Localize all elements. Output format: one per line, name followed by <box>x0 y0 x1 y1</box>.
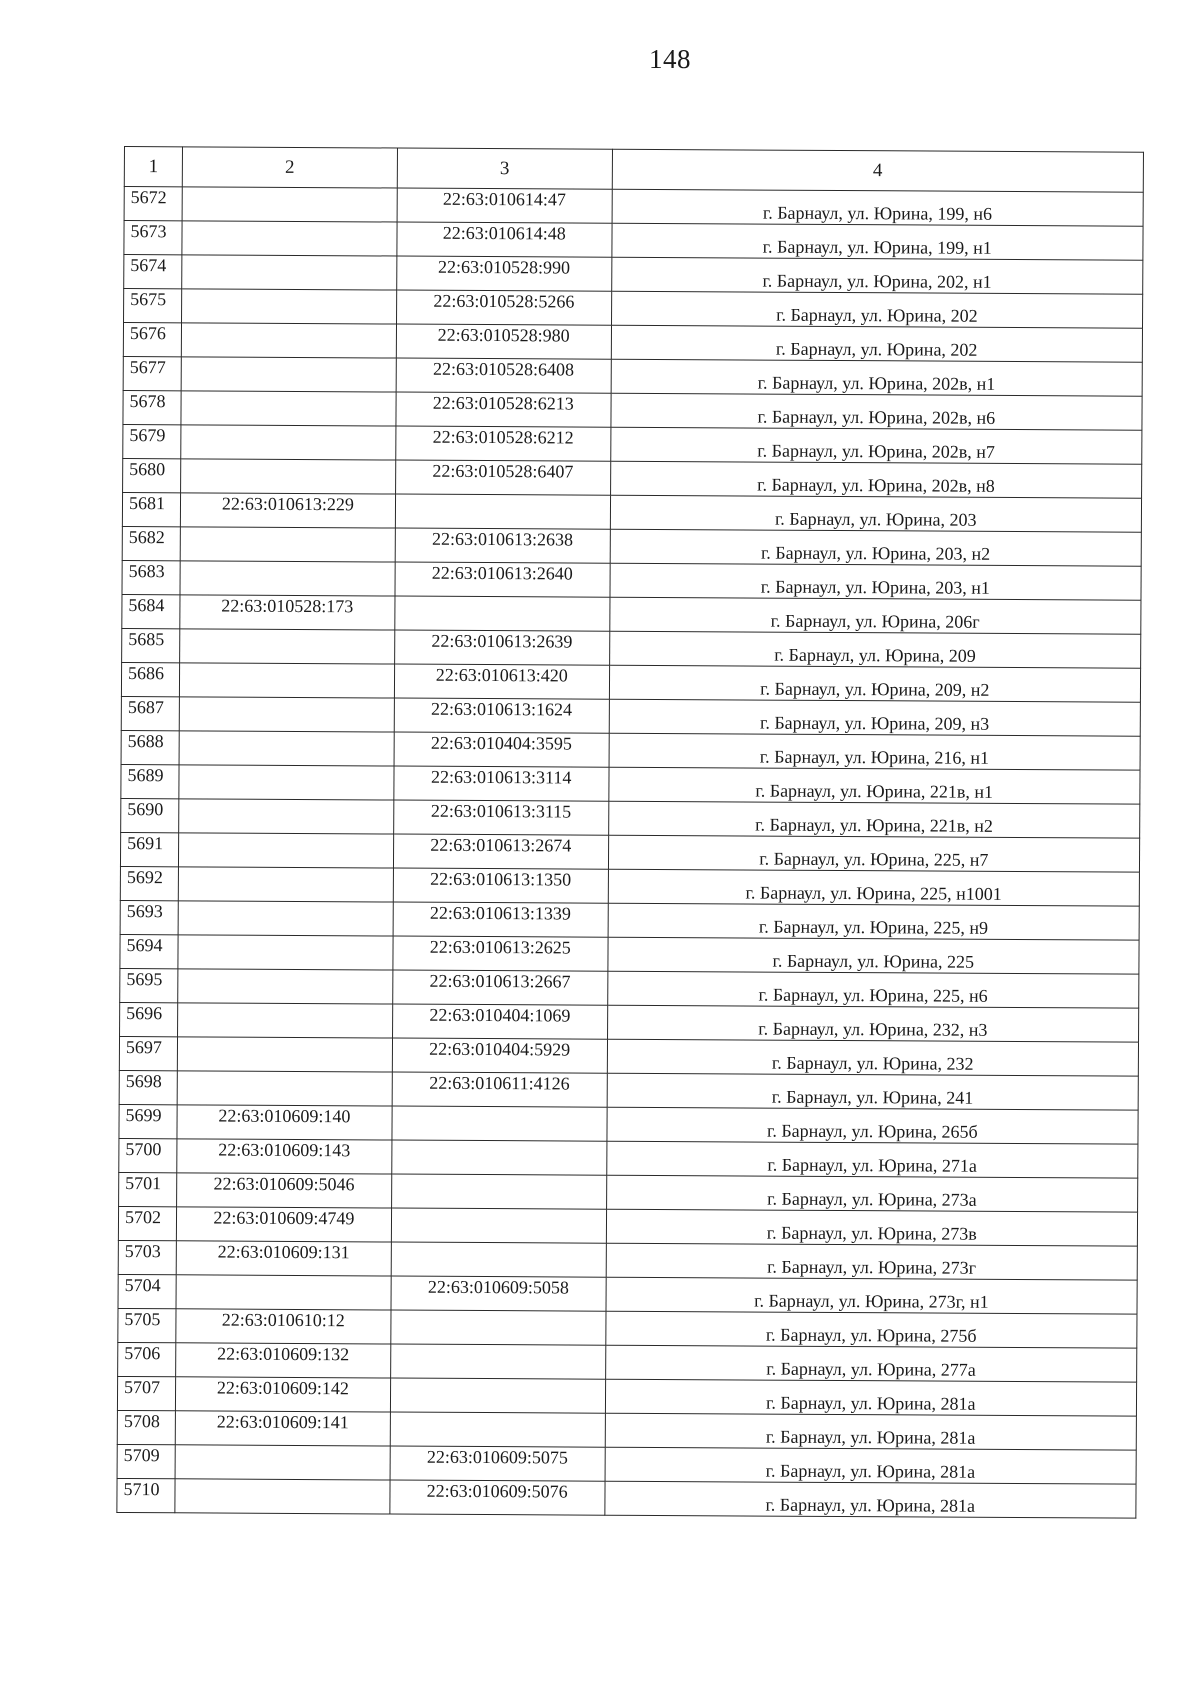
address-cell: г. Барнаул, ул. Юрина, 225 <box>608 937 1140 974</box>
address-cell: г. Барнаул, ул. Юрина, 202 <box>611 291 1143 328</box>
address-cell: г. Барнаул, ул. Юрина, 277а <box>605 1345 1137 1382</box>
cadastral-number-col2-cell: 22:63:010610:12 <box>176 1309 391 1344</box>
cadastral-number-col3-cell: 22:63:010613:3114 <box>394 766 609 801</box>
cadastral-number-col2-cell <box>180 527 395 562</box>
column-header-4: 4 <box>612 149 1144 192</box>
row-number-cell: 5682 <box>122 526 180 560</box>
table-row <box>122 492 1141 532</box>
address-cell: г. Барнаул, ул. Юрина, 275б <box>605 1311 1137 1348</box>
table-row <box>120 1002 1139 1042</box>
row-number-cell: 5696 <box>120 1002 178 1036</box>
cadastral-number-col2-cell <box>179 663 394 698</box>
row-number-cell: 5700 <box>119 1138 177 1172</box>
row-number-cell: 5701 <box>119 1172 177 1206</box>
cadastral-number-col2-cell <box>175 1445 390 1480</box>
address-cell: г. Барнаул, ул. Юрина, 281а <box>605 1481 1137 1518</box>
row-number-cell: 5693 <box>120 900 178 934</box>
address-cell: г. Барнаул, ул. Юрина, 265б <box>607 1107 1139 1144</box>
row-number-cell: 5674 <box>124 255 182 289</box>
cadastral-number-col2-cell <box>182 221 397 256</box>
cadastral-number-col3-cell: 22:63:010613:2667 <box>393 970 608 1005</box>
row-number-cell: 5678 <box>123 390 181 424</box>
row-number-cell: 5679 <box>123 424 181 458</box>
table-row <box>124 187 1143 227</box>
registry-table <box>116 146 1144 1519</box>
cadastral-number-col2-cell <box>178 969 393 1004</box>
table-row <box>124 221 1143 261</box>
cadastral-number-col3-cell <box>390 1378 605 1413</box>
cadastral-number-col3-cell <box>391 1174 606 1209</box>
address-cell: г. Барнаул, ул. Юрина, 273г <box>606 1243 1138 1280</box>
row-number-cell: 5684 <box>122 594 180 628</box>
address-cell: г. Барнаул, ул. Юрина, 271а <box>606 1141 1138 1178</box>
cadastral-number-col3-cell: 22:63:010613:420 <box>394 664 609 699</box>
cadastral-number-col2-cell <box>177 1037 392 1072</box>
address-cell: г. Барнаул, ул. Юрина, 221в, н1 <box>609 767 1141 804</box>
address-cell: г. Барнаул, ул. Юрина, 202 <box>611 325 1143 362</box>
cadastral-number-col2-cell <box>179 765 394 800</box>
address-cell: г. Барнаул, ул. Юрина, 199, н1 <box>612 223 1144 260</box>
cadastral-number-col3-cell <box>391 1242 606 1277</box>
table-row <box>122 628 1141 668</box>
table-row <box>119 1036 1138 1076</box>
address-cell: г. Барнаул, ул. Юрина, 203 <box>610 495 1142 532</box>
table-row <box>123 323 1142 363</box>
cadastral-number-col2-cell: 22:63:010609:142 <box>175 1377 390 1412</box>
cadastral-number-col3-cell: 22:63:010613:1339 <box>393 902 608 937</box>
cadastral-number-col2-cell <box>182 187 397 222</box>
table-row <box>120 900 1139 940</box>
cadastral-number-col2-cell <box>181 323 396 358</box>
row-number-cell: 5709 <box>117 1444 175 1478</box>
table-row <box>122 594 1141 634</box>
cadastral-number-col2-cell <box>181 459 396 494</box>
address-cell: г. Барнаул, ул. Юрина, 202в, н7 <box>610 427 1142 464</box>
table-row <box>120 968 1139 1008</box>
cadastral-number-col3-cell: 22:63:010613:1624 <box>394 698 609 733</box>
cadastral-number-col2-cell <box>175 1479 390 1514</box>
table-row <box>123 424 1142 464</box>
table-row <box>122 526 1141 566</box>
address-cell: г. Барнаул, ул. Юрина, 281а <box>605 1379 1137 1416</box>
row-number-cell: 5702 <box>118 1206 176 1240</box>
cadastral-number-col2-cell: 22:63:010609:132 <box>176 1343 391 1378</box>
address-cell: г. Барнаул, ул. Юрина, 203, н1 <box>610 563 1142 600</box>
cadastral-number-col3-cell: 22:63:010528:990 <box>397 256 612 291</box>
cadastral-number-col2-cell <box>180 629 395 664</box>
row-number-cell: 5703 <box>118 1240 176 1274</box>
cadastral-number-col3-cell: 22:63:010528:6407 <box>395 460 610 495</box>
cadastral-number-col3-cell: 22:63:010613:2674 <box>393 834 608 869</box>
address-cell: г. Барнаул, ул. Юрина, 209 <box>609 631 1141 668</box>
address-cell: г. Барнаул, ул. Юрина, 281а <box>605 1447 1137 1484</box>
table-row <box>118 1240 1137 1280</box>
row-number-cell: 5686 <box>121 662 179 696</box>
cadastral-number-col3-cell <box>392 1140 607 1175</box>
address-cell: г. Барнаул, ул. Юрина, 232 <box>607 1039 1139 1076</box>
cadastral-number-col2-cell: 22:63:010609:4749 <box>176 1207 391 1242</box>
cadastral-number-col3-cell <box>391 1208 606 1243</box>
address-cell: г. Барнаул, ул. Юрина, 206г <box>609 597 1141 634</box>
table-row <box>121 764 1140 804</box>
address-cell: г. Барнаул, ул. Юрина, 225, н7 <box>608 835 1140 872</box>
cadastral-number-col2-cell: 22:63:010609:5046 <box>177 1173 392 1208</box>
cadastral-number-col2-cell: 22:63:010609:131 <box>176 1241 391 1276</box>
address-cell: г. Барнаул, ул. Юрина, 199, н6 <box>612 189 1144 226</box>
address-cell: г. Барнаул, ул. Юрина, 273в <box>606 1209 1138 1246</box>
cadastral-number-col2-cell <box>179 697 394 732</box>
table-row <box>123 356 1142 396</box>
address-cell: г. Барнаул, ул. Юрина, 202в, н8 <box>610 461 1142 498</box>
table-row <box>124 255 1143 295</box>
table-row <box>118 1308 1137 1348</box>
row-number-cell: 5683 <box>122 560 180 594</box>
row-number-cell: 5680 <box>123 458 181 492</box>
address-cell: г. Барнаул, ул. Юрина, 232, н3 <box>607 1005 1139 1042</box>
row-number-cell: 5690 <box>121 798 179 832</box>
cadastral-number-col3-cell: 22:63:010613:2625 <box>393 936 608 971</box>
cadastral-number-col3-cell: 22:63:010613:2639 <box>394 630 609 665</box>
address-cell: г. Барнаул, ул. Юрина, 273г, н1 <box>606 1277 1138 1314</box>
cadastral-number-col2-cell <box>178 867 393 902</box>
row-number-cell: 5676 <box>123 323 181 357</box>
cadastral-number-col3-cell: 22:63:010404:5929 <box>392 1038 607 1073</box>
row-number-cell: 5707 <box>117 1376 175 1410</box>
row-number-cell: 5687 <box>121 696 179 730</box>
row-number-cell: 5688 <box>121 730 179 764</box>
cadastral-number-col3-cell: 22:63:010614:47 <box>397 188 612 223</box>
cadastral-number-col3-cell: 22:63:010609:5076 <box>390 1480 605 1515</box>
cadastral-number-col2-cell: 22:63:010613:229 <box>180 493 395 528</box>
address-cell: г. Барнаул, ул. Юрина, 225, н1001 <box>608 869 1140 906</box>
row-number-cell: 5699 <box>119 1104 177 1138</box>
row-number-cell: 5673 <box>124 221 182 255</box>
cadastral-number-col3-cell: 22:63:010528:6213 <box>396 392 611 427</box>
row-number-cell: 5706 <box>118 1342 176 1376</box>
cadastral-number-col2-cell <box>181 357 396 392</box>
row-number-cell: 5704 <box>118 1274 176 1308</box>
table-row <box>121 696 1140 736</box>
row-number-cell: 5698 <box>119 1070 177 1104</box>
cadastral-number-col3-cell: 22:63:010404:1069 <box>392 1004 607 1039</box>
cadastral-number-col2-cell <box>179 731 394 766</box>
cadastral-number-col2-cell <box>178 935 393 970</box>
cadastral-number-col2-cell <box>182 255 397 290</box>
row-number-cell: 5677 <box>123 356 181 390</box>
cadastral-number-col3-cell: 22:63:010611:4126 <box>392 1072 607 1107</box>
table-row <box>117 1376 1136 1416</box>
table-row <box>122 560 1141 600</box>
table-row <box>118 1342 1137 1382</box>
cadastral-number-col3-cell: 22:63:010613:1350 <box>393 868 608 903</box>
cadastral-number-col2-cell: 22:63:010609:140 <box>177 1105 392 1140</box>
cadastral-number-col3-cell: 22:63:010613:3115 <box>393 800 608 835</box>
column-header-2: 2 <box>182 147 397 188</box>
address-cell: г. Барнаул, ул. Юрина, 209, н2 <box>609 665 1141 702</box>
cadastral-number-col3-cell: 22:63:010528:980 <box>396 324 611 359</box>
row-number-cell: 5692 <box>120 866 178 900</box>
address-cell: г. Барнаул, ул. Юрина, 225, н6 <box>607 971 1139 1008</box>
table-row <box>119 1070 1138 1110</box>
header-row <box>124 147 1143 193</box>
cadastral-number-col2-cell <box>177 1071 392 1106</box>
cadastral-number-col3-cell: 22:63:010528:6408 <box>396 358 611 393</box>
table-row <box>120 866 1139 906</box>
cadastral-number-col2-cell <box>176 1275 391 1310</box>
table-row <box>121 662 1140 702</box>
cadastral-number-col2-cell <box>181 289 396 324</box>
address-cell: г. Барнаул, ул. Юрина, 202, н1 <box>611 257 1143 294</box>
cadastral-number-col3-cell: 22:63:010614:48 <box>397 222 612 257</box>
cadastral-number-col2-cell: 22:63:010528:173 <box>180 595 395 630</box>
cadastral-number-col3-cell: 22:63:010404:3595 <box>394 732 609 767</box>
table-row <box>119 1172 1138 1212</box>
table-body <box>117 187 1143 1519</box>
table-row <box>124 289 1143 329</box>
table-row <box>120 832 1139 872</box>
cadastral-number-col3-cell <box>395 494 610 529</box>
address-cell: г. Барнаул, ул. Юрина, 273а <box>606 1175 1138 1212</box>
cadastral-number-col3-cell <box>390 1344 605 1379</box>
address-cell: г. Барнаул, ул. Юрина, 202в, н1 <box>611 359 1143 396</box>
cadastral-number-col2-cell <box>178 901 393 936</box>
table-row <box>119 1138 1138 1178</box>
cadastral-number-col2-cell <box>181 391 396 426</box>
address-cell: г. Барнаул, ул. Юрина, 225, н9 <box>608 903 1140 940</box>
column-header-3: 3 <box>397 148 612 189</box>
table-row <box>118 1274 1137 1314</box>
address-cell: г. Барнаул, ул. Юрина, 203, н2 <box>610 529 1142 566</box>
cadastral-number-col3-cell: 22:63:010613:2638 <box>395 528 610 563</box>
table-row <box>120 934 1139 974</box>
page-number: 148 <box>649 44 691 74</box>
table-row <box>121 730 1140 770</box>
cadastral-number-col2-cell: 22:63:010609:141 <box>175 1411 390 1446</box>
address-cell: г. Барнаул, ул. Юрина, 216, н1 <box>609 733 1141 770</box>
table-row <box>117 1410 1136 1450</box>
address-cell: г. Барнаул, ул. Юрина, 209, н3 <box>609 699 1141 736</box>
cadastral-number-col3-cell: 22:63:010528:6212 <box>396 426 611 461</box>
address-cell: г. Барнаул, ул. Юрина, 202в, н6 <box>611 393 1143 430</box>
cadastral-number-col3-cell <box>395 596 610 631</box>
row-number-cell: 5708 <box>117 1410 175 1444</box>
table-row <box>123 390 1142 430</box>
cadastral-number-col3-cell <box>390 1412 605 1447</box>
cadastral-number-col3-cell <box>392 1106 607 1141</box>
column-header-1: 1 <box>124 147 182 187</box>
cadastral-number-col2-cell <box>177 1003 392 1038</box>
cadastral-number-col2-cell <box>179 799 394 834</box>
cadastral-number-col3-cell: 22:63:010609:5075 <box>390 1446 605 1481</box>
row-number-cell: 5694 <box>120 934 178 968</box>
table-row <box>121 798 1140 838</box>
cadastral-number-col2-cell <box>178 833 393 868</box>
cadastral-number-col3-cell: 22:63:010613:2640 <box>395 562 610 597</box>
row-number-cell: 5705 <box>118 1308 176 1342</box>
address-cell: г. Барнаул, ул. Юрина, 221в, н2 <box>608 801 1140 838</box>
address-cell: г. Барнаул, ул. Юрина, 281а <box>605 1413 1137 1450</box>
cadastral-number-col3-cell: 22:63:010609:5058 <box>391 1276 606 1311</box>
cadastral-number-col2-cell <box>180 561 395 596</box>
table-row <box>117 1444 1136 1484</box>
table-row <box>119 1104 1138 1144</box>
table-row <box>118 1206 1137 1246</box>
cadastral-number-col3-cell <box>391 1310 606 1345</box>
cadastral-number-col3-cell: 22:63:010528:5266 <box>396 290 611 325</box>
row-number-cell: 5695 <box>120 968 178 1002</box>
row-number-cell: 5697 <box>119 1036 177 1070</box>
cadastral-number-col2-cell: 22:63:010609:143 <box>177 1139 392 1174</box>
cadastral-number-col2-cell <box>181 425 396 460</box>
row-number-cell: 5691 <box>120 832 178 866</box>
row-number-cell: 5681 <box>122 492 180 526</box>
row-number-cell: 5675 <box>124 289 182 323</box>
address-cell: г. Барнаул, ул. Юрина, 241 <box>607 1073 1139 1110</box>
row-number-cell: 5672 <box>124 187 182 221</box>
row-number-cell: 5685 <box>122 628 180 662</box>
row-number-cell: 5689 <box>121 764 179 798</box>
table-row <box>123 458 1142 498</box>
row-number-cell: 5710 <box>117 1478 175 1512</box>
table-row <box>117 1478 1136 1518</box>
